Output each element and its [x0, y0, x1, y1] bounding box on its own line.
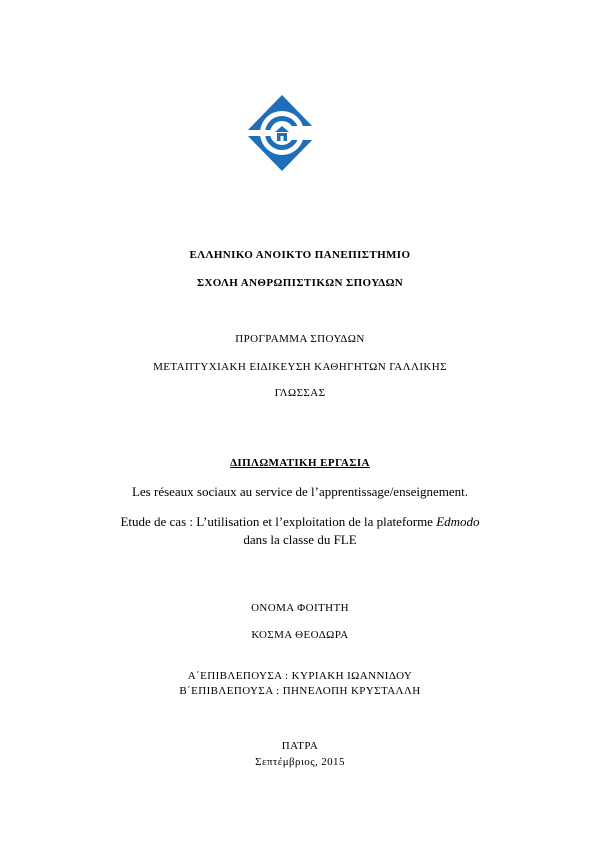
university-name: ΕΛΛΗΝΙΚΟ ΑΝΟΙΚΤΟ ΠΑΝΕΠΙΣΤΗΜΙΟ	[189, 249, 411, 261]
program-label: ΠΡΟΓΡΑΜΜΑ ΣΠΟΥΔΩΝ	[235, 333, 365, 345]
student-label: ΟΝΟΜΑ ΦΟΙΤΗΤΗ	[251, 602, 349, 614]
program-name: ΜΕΤΑΠΤΥΧΙΑΚΗ ΕΙΔΙΚΕΥΣΗ ΚΑΘΗΓΗΤΩΝ ΓΑΛΛΙΚΗΣ	[153, 361, 447, 373]
university-logo-icon	[245, 95, 319, 171]
thesis-heading: ΔΙΠΛΩΜΑΤΙΚΗ ΕΡΓΑΣΙΑ	[230, 457, 370, 469]
date: Σεπτέμβριος, 2015	[255, 756, 345, 768]
city: ΠΑΤΡΑ	[281, 740, 319, 752]
second-supervisor: Β΄ΕΠΙΒΛΕΠΟΥΣΑ : ΠΗΝΕΛΟΠΗ ΚΡΥΣΤΑΛΛΗ	[179, 685, 421, 697]
thesis-subtitle-text: Etude de cas : L’utilisation et l’exploitation de la plateforme	[120, 514, 437, 529]
thesis-subtitle	[0, 514, 600, 530]
first-supervisor: Α΄ΕΠΙΒΛΕΠΟΥΣΑ : ΚΥΡΙΑΚΗ ΙΩΑΝΝΙΔΟΥ	[187, 670, 413, 682]
platform-name: Edmodo	[436, 514, 480, 529]
student-name: ΚΟΣΜΑ ΘΕΟΔΩΡΑ	[251, 629, 349, 641]
thesis-title: Les réseaux sociaux au service de l’apprentissage/enseignement.	[131, 484, 469, 499]
school-name: ΣΧΟΛΗ ΑΝΘΡΩΠΙΣΤΙΚΩΝ ΣΠΟΥΔΩΝ	[196, 277, 404, 289]
program-name-continued: ΓΛΩΣΣΑΣ	[274, 387, 326, 399]
thesis-subtitle-line2: dans la classe du FLE	[243, 532, 357, 547]
